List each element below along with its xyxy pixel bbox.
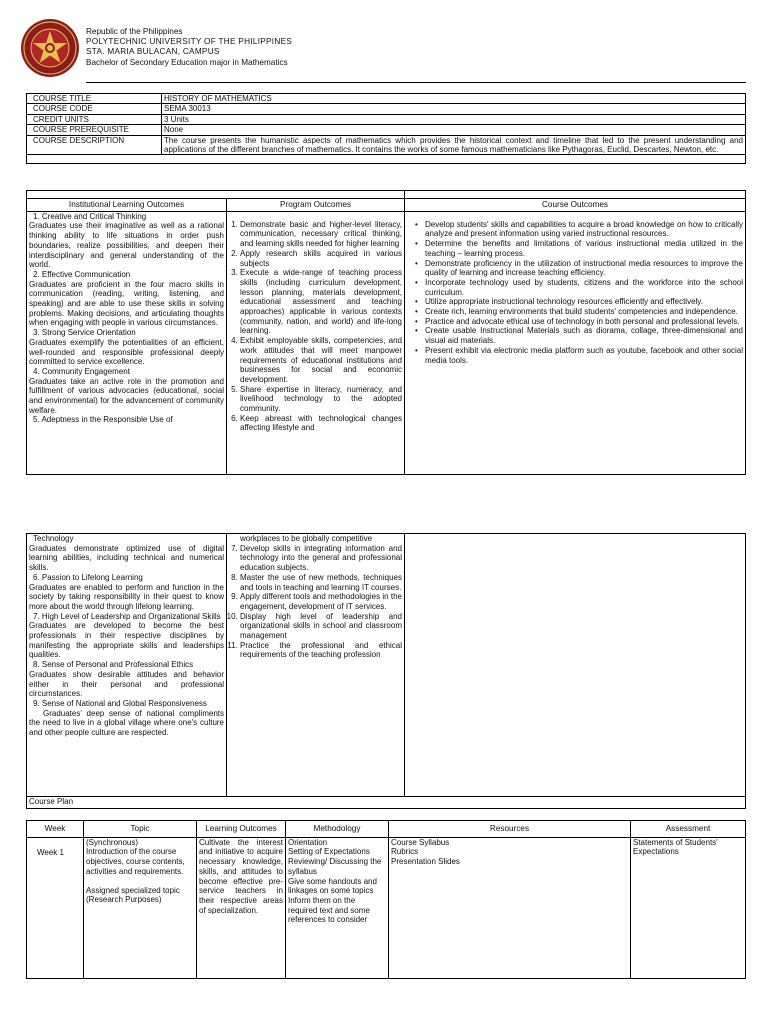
spacer-cell — [405, 191, 746, 199]
list-item: 8. Master the use of new methods, techniques and tools in teaching and learning IT courses. — [240, 573, 402, 592]
header-divider — [86, 82, 746, 83]
ilo-description: Graduates are proficient in the four macro skills in communication (reading, writing, listening, and speaking) and are able to use these skills in solving problems. Making decisions, and articulating thoughts when engaging with people in various circumstances. — [29, 279, 224, 328]
po-list — [229, 220, 402, 433]
ilo-description: Graduates are developed to become the best professionals in their respective disciplines by manifesting the appropriate skills and leaderships qualities. — [29, 621, 224, 660]
learning-outcomes-text: Cultivate the interest and initiative to acquire necessary knowledge, skills, and attitudes to become effective pre-service teachers in their respective areas of specialization. — [199, 837, 283, 915]
ilo-heading: Technology — [33, 534, 74, 543]
po-cell — [227, 534, 405, 797]
header-university: POLYTECHNIC UNIVERSITY OF THE PHILIPPINES — [86, 37, 293, 47]
course-code-label: COURSE CODE — [27, 104, 162, 114]
list-item: 6. Keep abreast with technological changes affecting lifestyle and — [240, 414, 402, 433]
table-row — [27, 155, 746, 164]
ilo-description: Graduates' deep sense of national compliments the need to live in a global village where one's culture and other people culture are respected. — [29, 708, 224, 738]
co-cell-empty — [405, 534, 746, 797]
week-header: Week — [27, 821, 84, 838]
list-item: 3. Execute a wide-range of teaching process skills (including curriculum development, lesson planning, materials development, educational assessment and teaching approaches) applicable in various contexts (community, nation, and world) and life-long learning. — [240, 268, 402, 336]
topic-extra: Assigned specialized topic (Research Purposes) — [86, 885, 180, 905]
methodology-item: Inform them on the required text and some references to consider — [288, 895, 370, 925]
ilo-heading: 8. Sense of Personal and Professional Ethics — [33, 660, 194, 670]
course-plan-table — [26, 820, 746, 979]
topic-header: Topic — [84, 821, 197, 838]
header-program: Bachelor of Secondary Education major in Mathematics — [86, 57, 288, 67]
assessment-cell — [631, 837, 746, 978]
ilo-cell — [27, 534, 227, 797]
week-cell — [27, 837, 84, 978]
ilo-heading: 6. Passion to Lifelong Learning — [33, 572, 143, 582]
outcomes-table — [26, 190, 746, 475]
plan-caption-cell — [27, 797, 746, 809]
list-item: • Determine the benefits and limitations of various instructional media utilized in the teaching – learning process. — [425, 239, 743, 258]
list-item: 9. Apply different tools and methodologies in the engagement, development of IT services. — [240, 592, 402, 611]
list-item: • Utilize appropriate instructional technology resources efficiently and effectively. — [425, 297, 743, 307]
spacer-row — [27, 155, 746, 164]
prerequisite-value: None — [162, 125, 746, 135]
topic-cell — [84, 837, 197, 978]
ilo-heading: 3. Strong Service Orientation — [33, 328, 136, 338]
ilo-heading: 2. Effective Communication — [33, 269, 131, 279]
list-item: • Develop students' skills and capabilities to acquire a broad knowledge on how to critically analyze and present information using varied instructional resources. — [425, 220, 743, 239]
ilo-description: Graduates take an active role in the promotion and fulfillment of various advocacies (educational, social and environmental) for the advancement of community welfare. — [29, 376, 224, 415]
list-item: • Present exhibit via electronic media platform such as youtube, facebook and other social media tools. — [425, 346, 743, 365]
prerequisite-label: COURSE PREREQUISITE — [27, 125, 162, 135]
credit-units-label: CREDIT UNITS — [27, 114, 162, 124]
learning-outcomes-header: Learning Outcomes — [197, 821, 286, 838]
resource-item: Course Syllabus — [391, 837, 450, 847]
po-header: Program Outcomes — [227, 199, 405, 212]
description-value: The course presents the humanistic aspects of mathematics which provides the historical context and timeline that led to the present understanding and applications of the different branches of mathematics. It contains the works of some famous mathematicians like Pythagoras, Euclid, Descartes, Newton, etc. — [162, 135, 746, 155]
learning-outcomes-cell — [197, 837, 286, 978]
ilo-heading: 7. High Level of Leadership and Organizational Skills — [33, 611, 221, 621]
po-list — [229, 544, 402, 660]
table-row — [27, 191, 746, 199]
table-header-row — [27, 821, 746, 838]
outcomes-continued-table — [26, 533, 746, 809]
table-row — [27, 125, 746, 135]
list-item: • Create usable Instructional Materials such as diorama, collage, three-dimensional and visual aid materials. — [425, 326, 743, 345]
course-title-value: HISTORY OF MATHEMATICS — [162, 94, 746, 104]
university-seal-icon — [20, 18, 80, 78]
resources-cell — [389, 837, 631, 978]
list-item: 1. Demonstrate basic and higher-level literacy, communication, necessary critical thinking, and learning skills needed for higher learning — [240, 220, 402, 249]
co-cell — [405, 211, 746, 474]
week-label: Week 1 — [37, 847, 64, 857]
methodology-item: Orientation — [288, 837, 328, 847]
methodology-cell — [286, 837, 389, 978]
list-item: 11. Practice the professional and ethical requirements of the teaching profession — [240, 641, 402, 660]
list-item: • Practice and advocate ethical use of technology in both personal and professional levels. — [425, 317, 743, 327]
topic-text: Introduction of the course objectives, course contents, activities and requirements. — [86, 847, 185, 876]
po-cell — [227, 211, 405, 474]
resources-header: Resources — [389, 821, 631, 838]
methodology-header: Methodology — [286, 821, 389, 838]
table-header-row — [27, 199, 746, 212]
co-list — [411, 220, 743, 366]
methodology-item: Reviewing/ Discussing the syllabus — [288, 857, 382, 876]
ilo-heading: 1. Creative and Critical Thinking — [33, 211, 147, 221]
table-row — [27, 104, 746, 114]
table-row — [27, 114, 746, 124]
description-label: COURSE DESCRIPTION — [27, 135, 162, 155]
list-item: 7. Develop skills in integrating information and technology into the general and professional education subjects. — [240, 544, 402, 573]
course-info-table — [26, 93, 746, 164]
header-republic: Republic of the Philippines — [86, 27, 183, 36]
table-row — [27, 135, 746, 155]
list-item: • Incorporate technology used by students, citizens and the workforce into the school curriculum. — [425, 278, 743, 297]
ilo-cell — [27, 211, 227, 474]
ilo-header: Institutional Learning Outcomes — [27, 199, 227, 212]
ilo-description: Graduates demonstrate optimized use of digital learning abilities, including technical and numerical skills. — [29, 543, 224, 573]
assessment-header: Assessment — [631, 821, 746, 838]
course-plan-caption: Course Plan — [29, 797, 74, 806]
list-item: • Demonstrate proficiency in the utilization of instructional media resources to improve the quality of learning and increase teaching efficiency. — [425, 259, 743, 278]
table-row — [27, 211, 746, 474]
resource-item: Rubrics — [391, 847, 419, 857]
list-item: 2. Apply research skills acquired in various subjects — [240, 249, 402, 268]
ilo-heading: 4. Community Engagement — [33, 366, 130, 376]
header-campus: STA. MARIA BULACAN, CAMPUS — [86, 47, 220, 57]
topic-mode: (Synchronous) — [86, 837, 139, 847]
header-text — [86, 27, 292, 68]
credit-units-value: 3 Units — [162, 114, 746, 124]
co-header: Course Outcomes — [405, 199, 746, 212]
methodology-item: Give some handouts and linkages on some topics — [288, 876, 377, 896]
po-continuation: workplaces to be globally competitive — [240, 534, 373, 543]
ilo-description: Graduates use their imaginative as well as a rational thinking ability to life situations in order push boundaries, realize possibilities, and deepen their interdisciplinary and general understanding of the world. — [29, 221, 224, 270]
ilo-description: Graduates are enabled to perform and function in the society by taking responsibility in their quest to know more about the world through lifelong learning. — [29, 582, 224, 611]
course-code-value: SEMA 30013 — [162, 104, 746, 114]
table-row — [27, 534, 746, 797]
ilo-heading: 5. Adeptness in the Responsible Use of — [33, 415, 173, 425]
course-title-label: COURSE TITLE — [27, 94, 162, 104]
list-item: • Create rich, learning environments that build students' competencies and independence. — [425, 307, 743, 317]
table-row — [27, 94, 746, 104]
list-item: 5. Share expertise in literacy, numeracy, and livelihood technology to the adopted community. — [240, 385, 402, 414]
methodology-item: Setting of Expectations — [288, 847, 370, 857]
assessment-text: Statements of Students' Expectations — [633, 837, 718, 857]
ilo-description: Graduates show desirable attitudes and behavior either in their personal and professional circumstances. — [29, 669, 224, 699]
page-one — [0, 0, 768, 478]
list-item: 10. Display high level of leadership and organizational skills in school and classroom management — [240, 612, 402, 641]
ilo-heading: 9. Sense of National and Global Responsiveness — [33, 698, 207, 708]
resource-item: Presentation Slides — [391, 857, 460, 867]
spacer-cell — [27, 191, 405, 199]
table-row — [27, 797, 746, 809]
table-row — [27, 837, 746, 978]
ilo-description: Graduates exemplify the potentialities of an efficient, well-rounded and responsible professional deeply committed to service excellence. — [29, 337, 224, 367]
list-item: 4. Exhibit employable skills, competencies, and work attitudes that will meet manpower requirements of educational institutions and businesses for social and economic development. — [240, 336, 402, 385]
